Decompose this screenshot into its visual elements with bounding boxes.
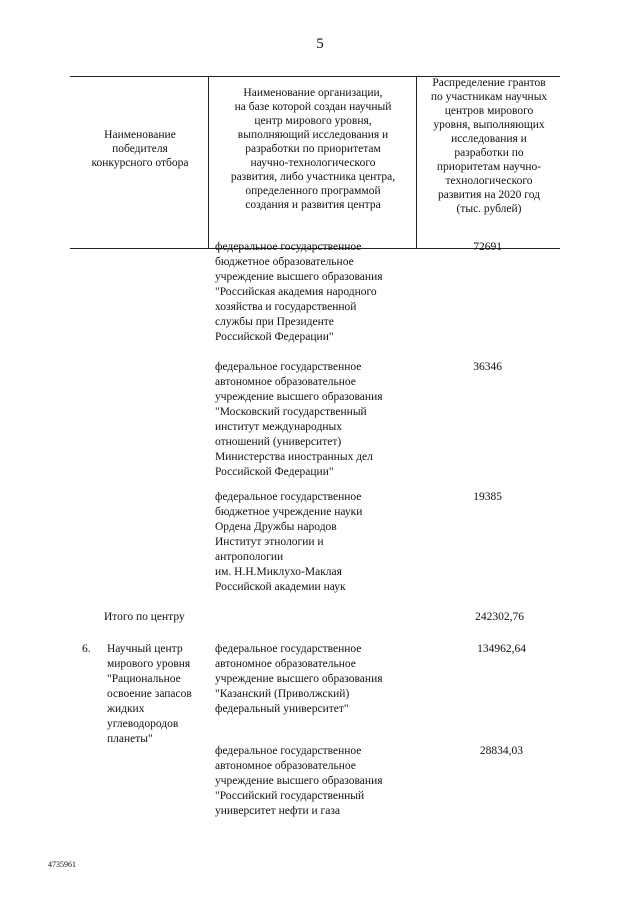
- organization-cell: федеральное государственное автономное образовательное учреждение высшего образования "Московский государственный институт международных отношений (университет) Министерства иностранных дел Российской Федерации": [215, 361, 383, 478]
- organization-cell: федеральное государственное автономное образовательное учреждение высшего образования "Российский государственный университет нефти и газа: [215, 745, 383, 817]
- grant-amount-cell: 19385: [473, 491, 502, 503]
- total-amount: 242302,76: [475, 611, 524, 623]
- grant-amount-cell: 28834,03: [479, 745, 523, 757]
- organization-cell: федеральное государственное автономное образовательное учреждение высшего образования "Казанский (Приволжский) федеральный университет": [215, 643, 383, 715]
- grant-amount-cell: 36346: [473, 361, 502, 373]
- header-divider-2: [416, 76, 417, 249]
- organization-cell: федеральное государственное бюджетное образовательное учреждение высшего образования "Российская академия народного хозяйства и государственной службы при Президенте Российской Федерации": [215, 241, 383, 343]
- row-index: 6.: [82, 643, 91, 655]
- organization-cell: федеральное государственное бюджетное учреждение науки Ордена Дружбы народов Институт этнологии и антропологии им. Н.Н.Миклухо-Маклая Российской академии наук: [215, 491, 363, 593]
- page-number: 5: [316, 36, 324, 52]
- grant-amount-cell: 72691: [473, 241, 502, 253]
- winner-cell: Научный центр мирового уровня "Рациональное освоение запасов жидких углеводородов планеты": [107, 643, 192, 745]
- grant-amount-cell: 134962,64: [477, 643, 526, 655]
- header-grant-column: Распределение грантов по участникам научных центров мирового уровня, выполняющих исследования и разработки по приоритетам научно- технологического развития на 2020 год (тыс. рублей): [430, 77, 548, 215]
- document-id: 4735961: [48, 860, 76, 869]
- header-divider-1: [208, 76, 209, 249]
- total-label: Итого по центру: [104, 611, 185, 623]
- header-winner-column: Наименование победителя конкурсного отбора: [91, 129, 189, 169]
- header-organization-column: Наименование организации, на базе которой создан научный центр мирового уровня, выполняющий исследования и разработки по приоритетам научно-технологического развития, либо участника центра, определенного программой создания и развития центра: [230, 87, 396, 211]
